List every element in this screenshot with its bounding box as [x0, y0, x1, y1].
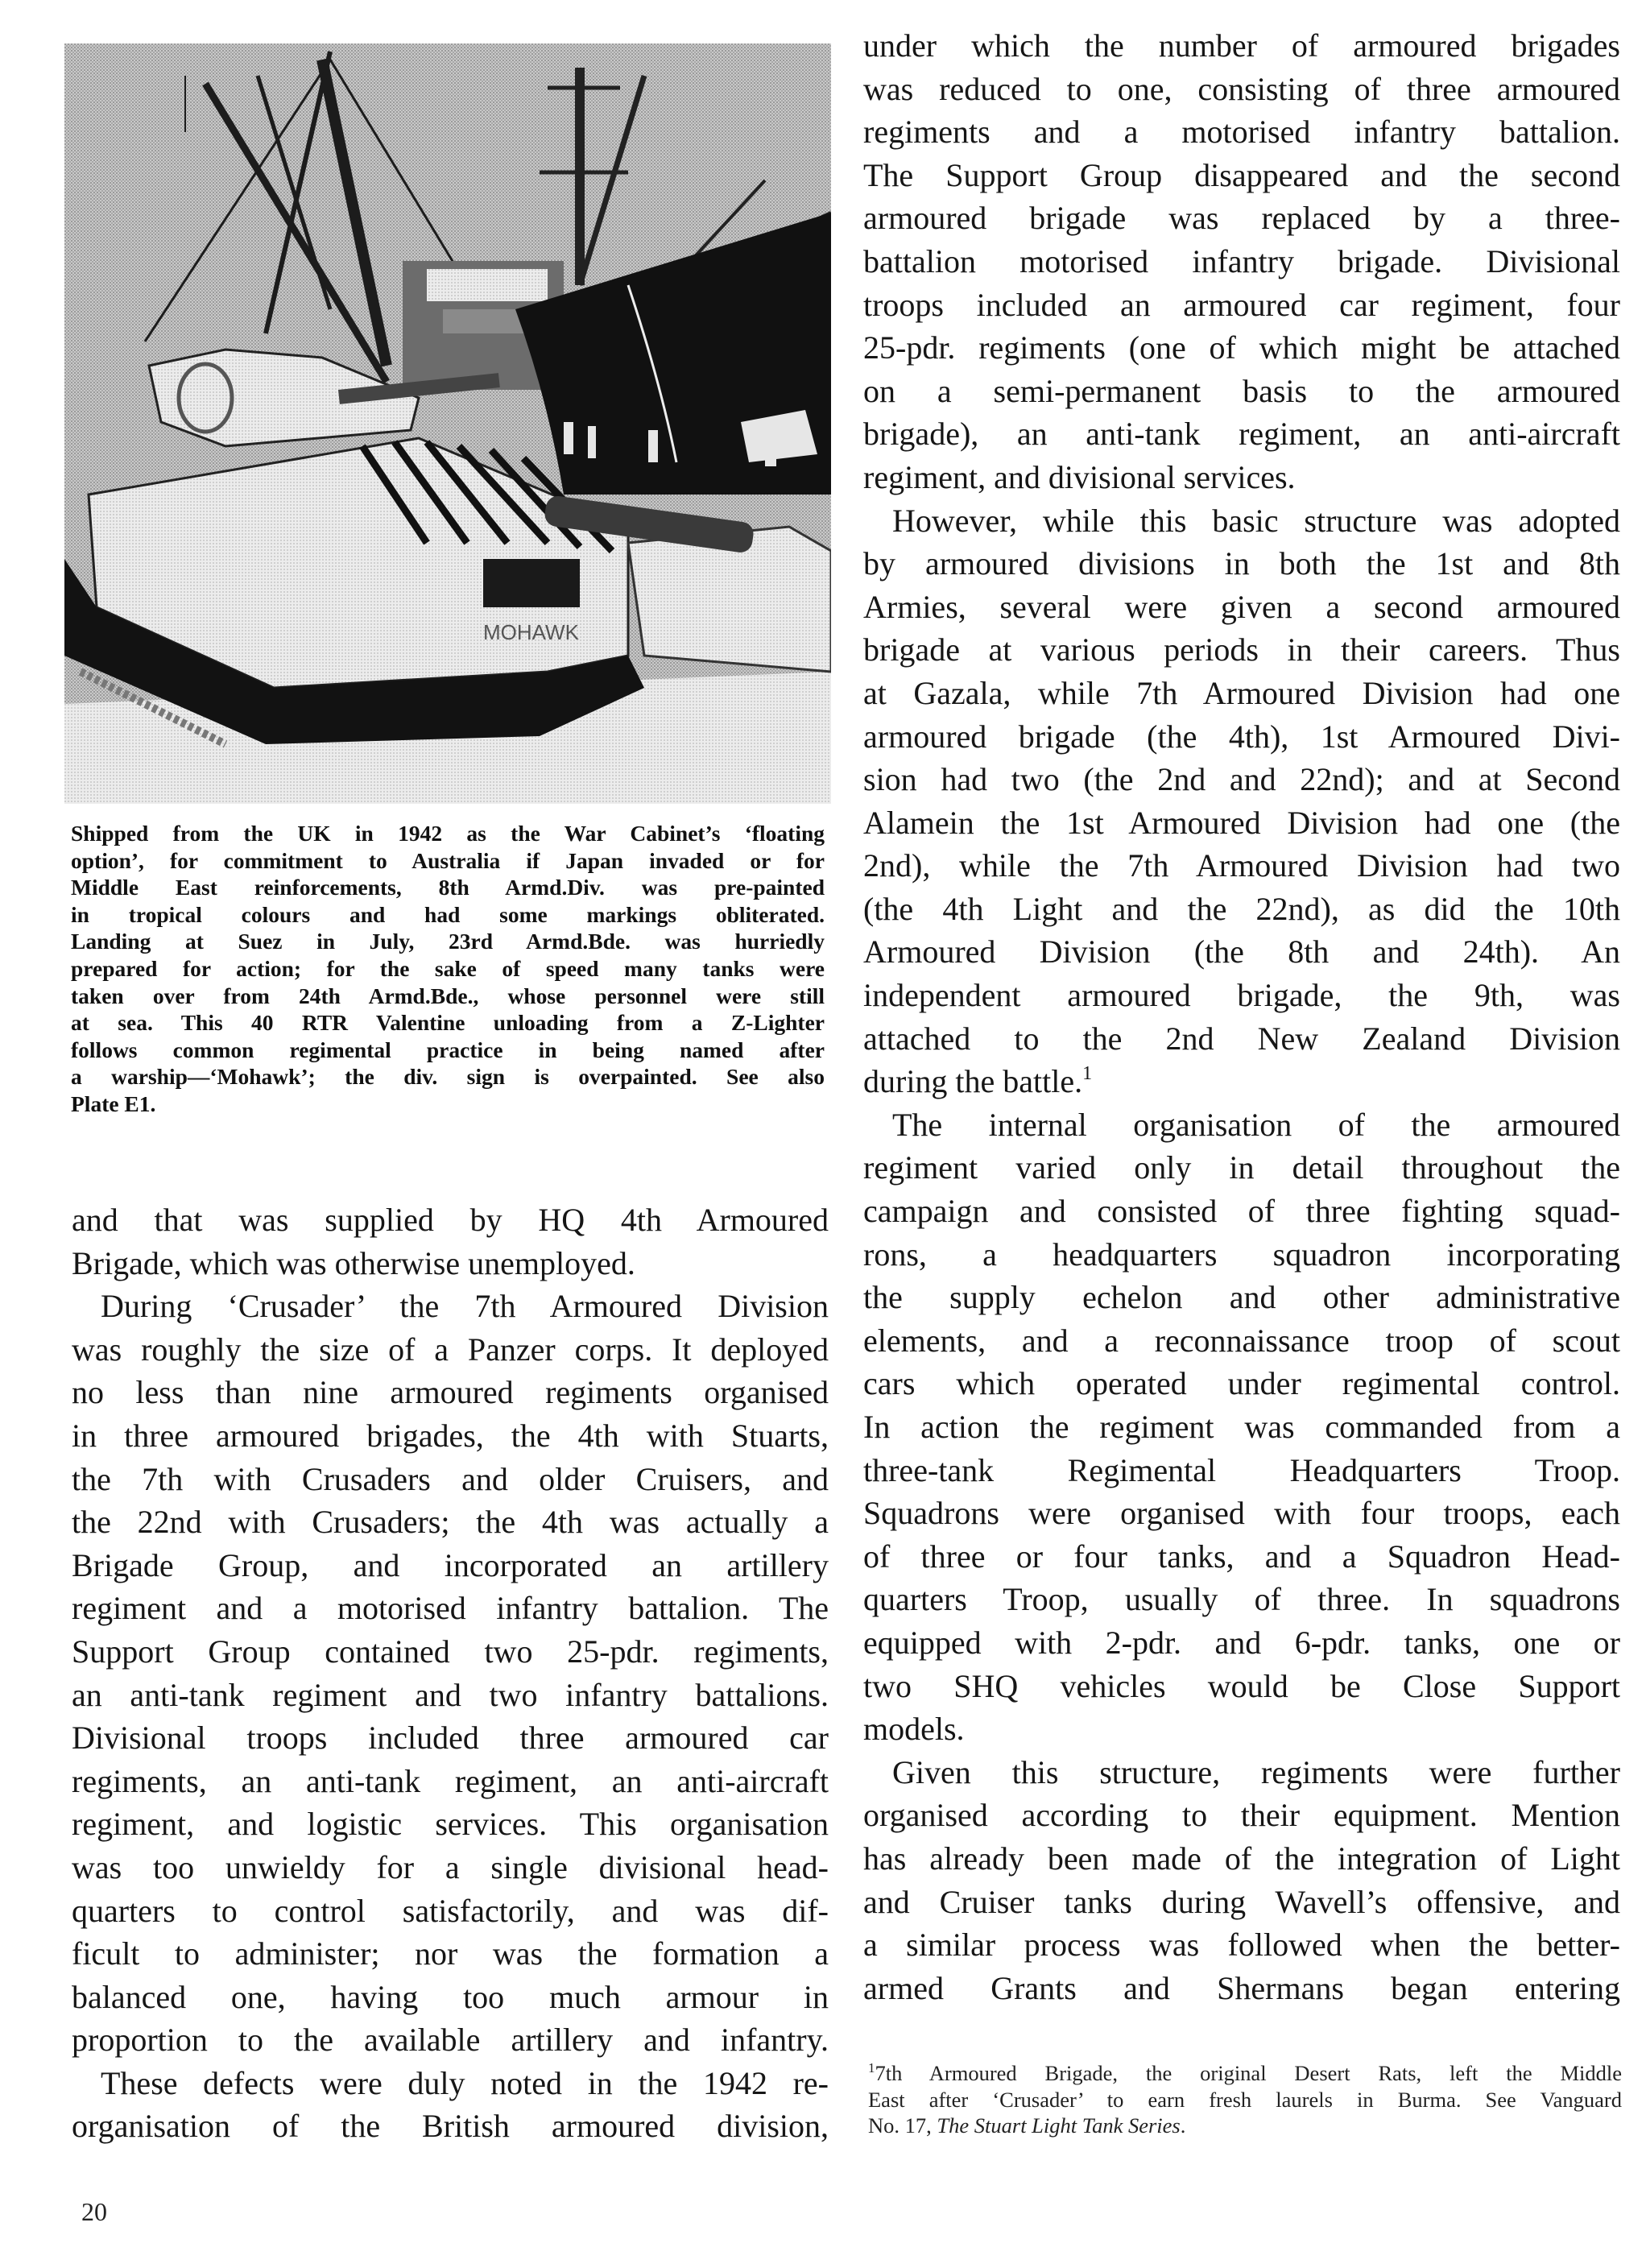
footnote-line [868, 2113, 1622, 2139]
paragraph-start-line: These defects were duly noted in the 1942 re- [101, 2064, 829, 2101]
body-line: ficult to administer; nor was the formation a [72, 1935, 829, 1972]
caption-line: prepared for action; for the sake of speed many tanks were [71, 955, 825, 981]
body-line: rons, a headquarters squadron incorporating [863, 1235, 1620, 1273]
body-line-text: during the battle. [863, 1063, 1083, 1100]
body-line: brigade at various periods in their careers. Thus [863, 631, 1620, 668]
footnote-marker: 1 [868, 2060, 875, 2076]
body-line: under which the number of armoured brigades [863, 27, 1620, 64]
caption-line: taken over from 24th Armd.Bde., whose personnel were still [71, 983, 825, 1008]
body-line: at Gazala, while 7th Armoured Division had one [863, 674, 1620, 711]
body-line: regiment and a motorised infantry battalion. The [72, 1590, 829, 1627]
left-column-text [72, 1198, 829, 2148]
body-line: sion had two (the 2nd and 22nd); and at Second [863, 761, 1620, 798]
body-line: equipped with 2-pdr. and 6-pdr. tanks, one or [863, 1624, 1620, 1661]
caption-line: in tropical colours and had some markings obliterated. [71, 901, 825, 927]
body-line: Brigade Group, and incorporated an artillery [72, 1546, 829, 1583]
body-line: cars which operated under regimental control. [863, 1365, 1620, 1402]
body-line: Alamein the 1st Armoured Division had one (the [863, 804, 1620, 841]
body-line: regiment varied only in detail throughout the [863, 1149, 1620, 1186]
body-line: was too unwieldy for a single divisional head- [72, 1848, 829, 1885]
footnote-line: East after ‘Crusader’ to earn fresh laurels in Burma. See Vanguard [868, 2087, 1622, 2112]
paragraph-start-line: However, while this basic structure was adopted [892, 502, 1620, 539]
body-line: no less than nine armoured regiments organised [72, 1374, 829, 1411]
body-line: balanced one, having too much armour in [72, 1978, 829, 2015]
body-line: models. [863, 1711, 965, 1748]
footnote-text: No. 17, [868, 2113, 937, 2138]
paragraph-start-line: The internal organisation of the armoured [892, 1106, 1620, 1143]
photo-valentine-tank-unloading [64, 43, 831, 804]
body-line: 2nd), while the 7th Armoured Division had two [863, 847, 1620, 884]
body-line: the 22nd with Crusaders; the 4th was actually a [72, 1504, 829, 1541]
body-line: the supply echelon and other administrative [863, 1279, 1620, 1316]
body-line: has already been made of the integration of Light [863, 1840, 1620, 1877]
body-line: and Cruiser tanks during Wavell’s offensive, and [863, 1883, 1620, 1920]
photo-caption [71, 820, 825, 1118]
body-line: Armies, several were given a second armoured [863, 588, 1620, 625]
caption-line: a warship—‘Mohawk’; the div. sign is overpainted. See also [71, 1064, 825, 1090]
caption-line: Middle East reinforcements, 8th Armd.Div. was pre-painted [71, 875, 825, 900]
body-line-with-footnote-ref [863, 1060, 1620, 1103]
body-line: on a semi-permanent basis to the armoured [863, 372, 1620, 409]
body-line: was reduced to one, consisting of three armoured [863, 70, 1620, 107]
body-line: quarters Troop, usually of three. In squadrons [863, 1581, 1620, 1618]
body-line: organisation of the British armoured division, [72, 2108, 829, 2145]
body-line: armed Grants and Shermans began entering [863, 1969, 1620, 2006]
body-line: regiment, and logistic services. This organisation [72, 1806, 829, 1843]
page-number: 20 [81, 2197, 107, 2226]
body-line: was roughly the size of a Panzer corps. It deployed [72, 1331, 829, 1368]
body-line: three-tank Regimental Headquarters Troop. [863, 1451, 1620, 1488]
caption-line: Plate E1. [71, 1091, 156, 1116]
body-line: a similar process was followed when the better- [863, 1927, 1620, 1964]
footnote-text: . [1180, 2113, 1186, 2138]
body-line: the 7th with Crusaders and older Cruisers, and [72, 1460, 829, 1497]
body-line: quarters to control satisfactorily, and was dif- [72, 1892, 829, 1929]
body-line: of three or four tanks, and a Squadron Head- [863, 1538, 1620, 1575]
body-line: campaign and consisted of three fighting squad- [863, 1193, 1620, 1230]
caption-line: at sea. This 40 RTR Valentine unloading from a Z-Lighter [71, 1010, 825, 1036]
body-line: In action the regiment was commanded from a [863, 1409, 1620, 1445]
body-line: proportion to the available artillery and infantry. [72, 2022, 829, 2059]
body-line: Divisional troops included three armoured car [72, 1720, 829, 1757]
body-line: an anti-tank regiment and two infantry battalions. [72, 1676, 829, 1713]
body-line: armoured brigade was replaced by a three- [863, 200, 1620, 237]
body-line: armoured brigade (the 4th), 1st Armoured Divi- [863, 718, 1620, 755]
body-line: brigade), an anti-tank regiment, an anti-aircraft [863, 416, 1620, 453]
body-line: battalion motorised infantry brigade. Divisional [863, 242, 1620, 279]
caption-line: follows common regimental practice in being named after [71, 1037, 825, 1062]
caption-line: Shipped from the UK in 1942 as the War Cabinet’s ‘floating [71, 821, 825, 846]
body-line: (the 4th Light and the 22nd), as did the 10th [863, 890, 1620, 927]
footnote [868, 2060, 1622, 2139]
body-line: troops included an armoured car regiment, four [863, 286, 1620, 323]
body-line: by armoured divisions in both the 1st and 8th [863, 545, 1620, 582]
body-line: regiment, and divisional services. [863, 458, 1296, 495]
paragraph-start-line: During ‘Crusader’ the 7th Armoured Division [101, 1288, 829, 1325]
footnote-text: 7th Armoured Brigade, the original Desert Rats, left the Middle [875, 2061, 1622, 2085]
body-line: Support Group contained two 25-pdr. regiments, [72, 1633, 829, 1670]
body-line: attached to the 2nd New Zealand Division [863, 1020, 1620, 1057]
body-line: organised according to their equipment. Mention [863, 1797, 1620, 1834]
body-line: elements, and a reconnaissance troop of scout [863, 1322, 1620, 1359]
body-line: Brigade, which was otherwise unemployed. [72, 1244, 635, 1281]
photo-illustration [64, 43, 831, 804]
body-line: regiments and a motorised infantry battalion. [863, 114, 1620, 151]
body-line: two SHQ vehicles would be Close Support [863, 1667, 1620, 1704]
body-line: Armoured Division (the 8th and 24th). An [863, 933, 1620, 971]
footnote-book-title: The Stuart Light Tank Series [937, 2113, 1181, 2138]
body-line: in three armoured brigades, the 4th with Stuarts, [72, 1417, 829, 1454]
body-line: 25-pdr. regiments (one of which might be attached [863, 329, 1620, 366]
right-column-text [863, 24, 1620, 2009]
footnote-line [868, 2060, 1622, 2087]
body-line: Squadrons were organised with four troops, each [863, 1495, 1620, 1532]
tank-name-marking: MOHAWK [483, 620, 579, 644]
body-line: and that was supplied by HQ 4th Armoured [72, 1202, 829, 1238]
paragraph-start-line: Given this structure, regiments were further [892, 1753, 1620, 1790]
body-line: The Support Group disappeared and the second [863, 156, 1620, 193]
caption-line: Landing at Suez in July, 23rd Armd.Bde. was hurriedly [71, 929, 825, 954]
caption-line: option’, for commitment to Australia if Japan invaded or for [71, 847, 825, 873]
body-line: independent armoured brigade, the 9th, was [863, 977, 1620, 1014]
footnote-reference[interactable]: 1 [1082, 1063, 1093, 1085]
body-line: regiments, an anti-tank regiment, an anti-aircraft [72, 1762, 829, 1799]
